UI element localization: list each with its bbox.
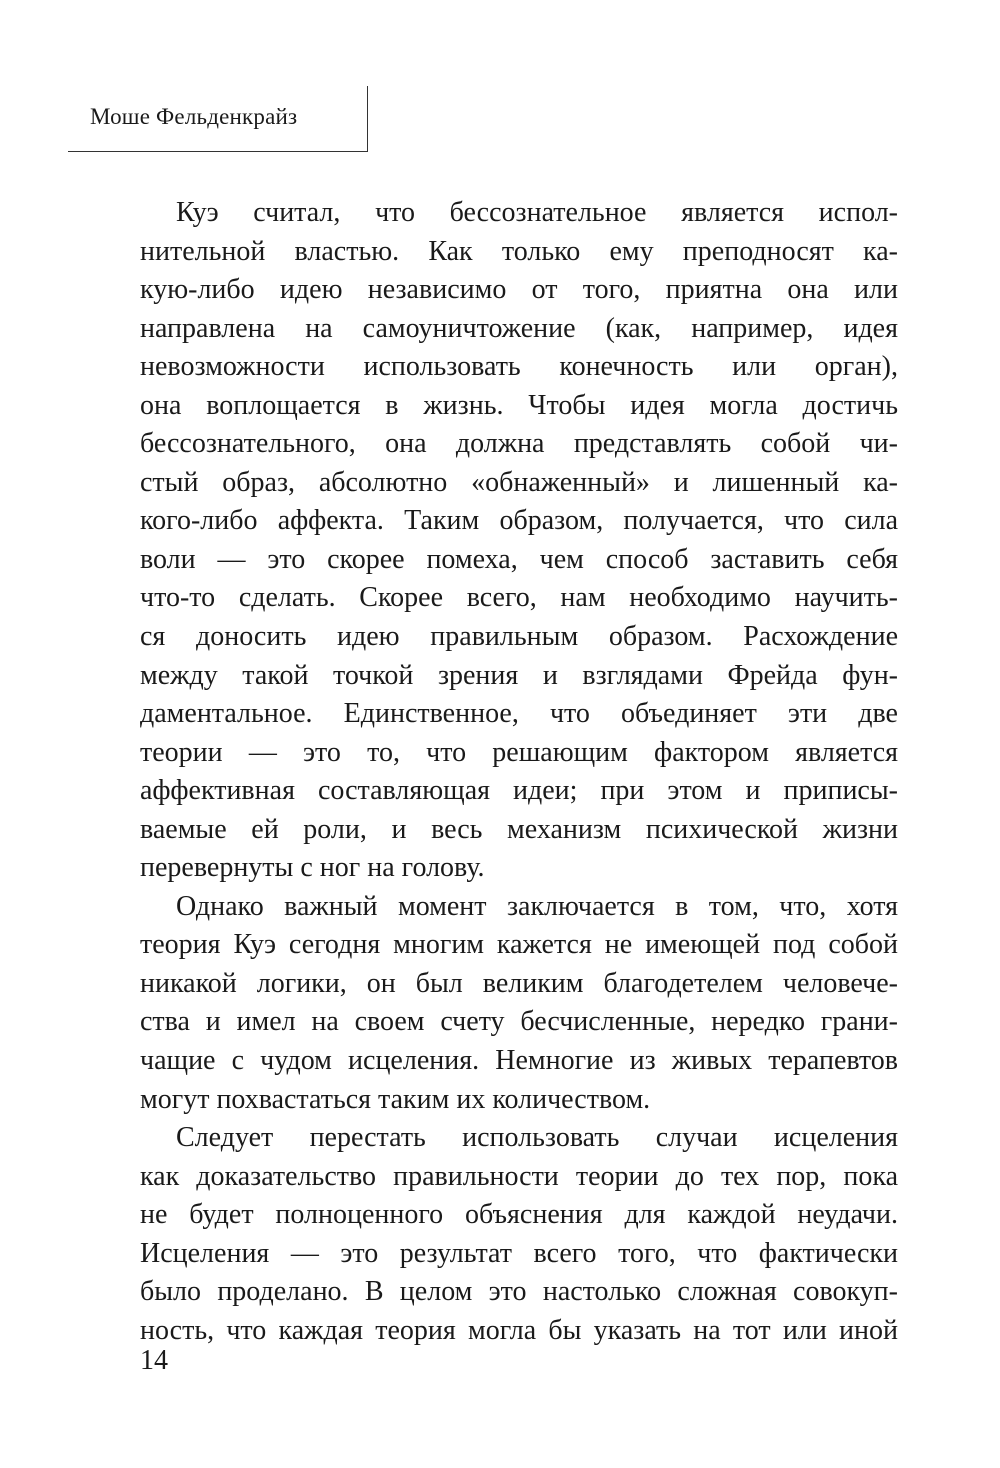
text-line: между такой точкой зрения и взглядами Фрейда фун- — [140, 659, 898, 691]
body-text — [140, 194, 898, 1350]
text-line: нительной властью. Как только ему преподносят ка- — [140, 235, 898, 267]
text-line: было проделано. В целом это настолько сложная совокуп- — [140, 1276, 898, 1308]
text-line: что-то сделать. Скорее всего, нам необходимо научить- — [140, 582, 898, 614]
page-number: 14 — [140, 1345, 168, 1376]
text-line: Куэ считал, что бессознательное является испол- — [176, 197, 898, 228]
text-line: стый образ, абсолютно «обнаженный» и лишенный ка- — [140, 466, 898, 498]
text-line: воли — это скорее помеха, чем способ заставить себя — [140, 543, 898, 575]
text-line: не будет полноценного объяснения для каждой неудачи. — [140, 1199, 898, 1231]
text-line: кую-либо идею независимо от того, приятна она или — [140, 274, 898, 306]
text-line: Следует перестать использовать случаи исцеления — [176, 1122, 898, 1154]
running-header — [68, 86, 368, 152]
text-line: теория Куэ сегодня многим кажется не имеющей под собой — [140, 929, 898, 961]
text-line: чащие с чудом исцеления. Немногие из живых терапевтов — [140, 1045, 898, 1077]
text-line: могут похвастаться таким их количеством. — [140, 1083, 651, 1115]
text-line: бессознательного, она должна представлять собой чи- — [140, 428, 898, 460]
text-line: как доказательство правильности теории до тех пор, пока — [140, 1160, 898, 1192]
author-name: Моше Фельденкрайз — [90, 104, 298, 129]
text-line: аффективная составляющая идеи; при этом и приписы- — [140, 775, 898, 807]
text-line: Исцеления — это результат всего того, что фактически — [140, 1237, 898, 1269]
text-line: ся доносить идею правильным образом. Расхождение — [140, 621, 898, 653]
text-line: перевернуты с ног на голову. — [140, 852, 485, 884]
text-line: направлена на самоуничтожение (как, например, идея — [140, 312, 898, 344]
text-line: никакой логики, он был великим благодетелем человече- — [140, 967, 898, 999]
text-line: ваемые ей роли, и весь механизм психической жизни — [140, 813, 898, 845]
text-line: Однако важный момент заключается в том, что, хотя — [176, 890, 898, 922]
text-line: кого-либо аффекта. Таким образом, получается, что сила — [140, 505, 898, 537]
text-line: теории — это то, что решающим фактором является — [140, 736, 898, 768]
text-line: даментальное. Единственное, что объединяет эти две — [140, 698, 898, 730]
text-line: ства и имел на своем счету бесчисленные, нередко грани- — [140, 1006, 898, 1038]
text-line: она воплощается в жизнь. Чтобы идея могла достичь — [140, 389, 898, 421]
text-line: ность, что каждая теория могла бы указать на тот или иной — [140, 1314, 898, 1346]
text-line: невозможности использовать конечность или орган), — [140, 351, 898, 383]
